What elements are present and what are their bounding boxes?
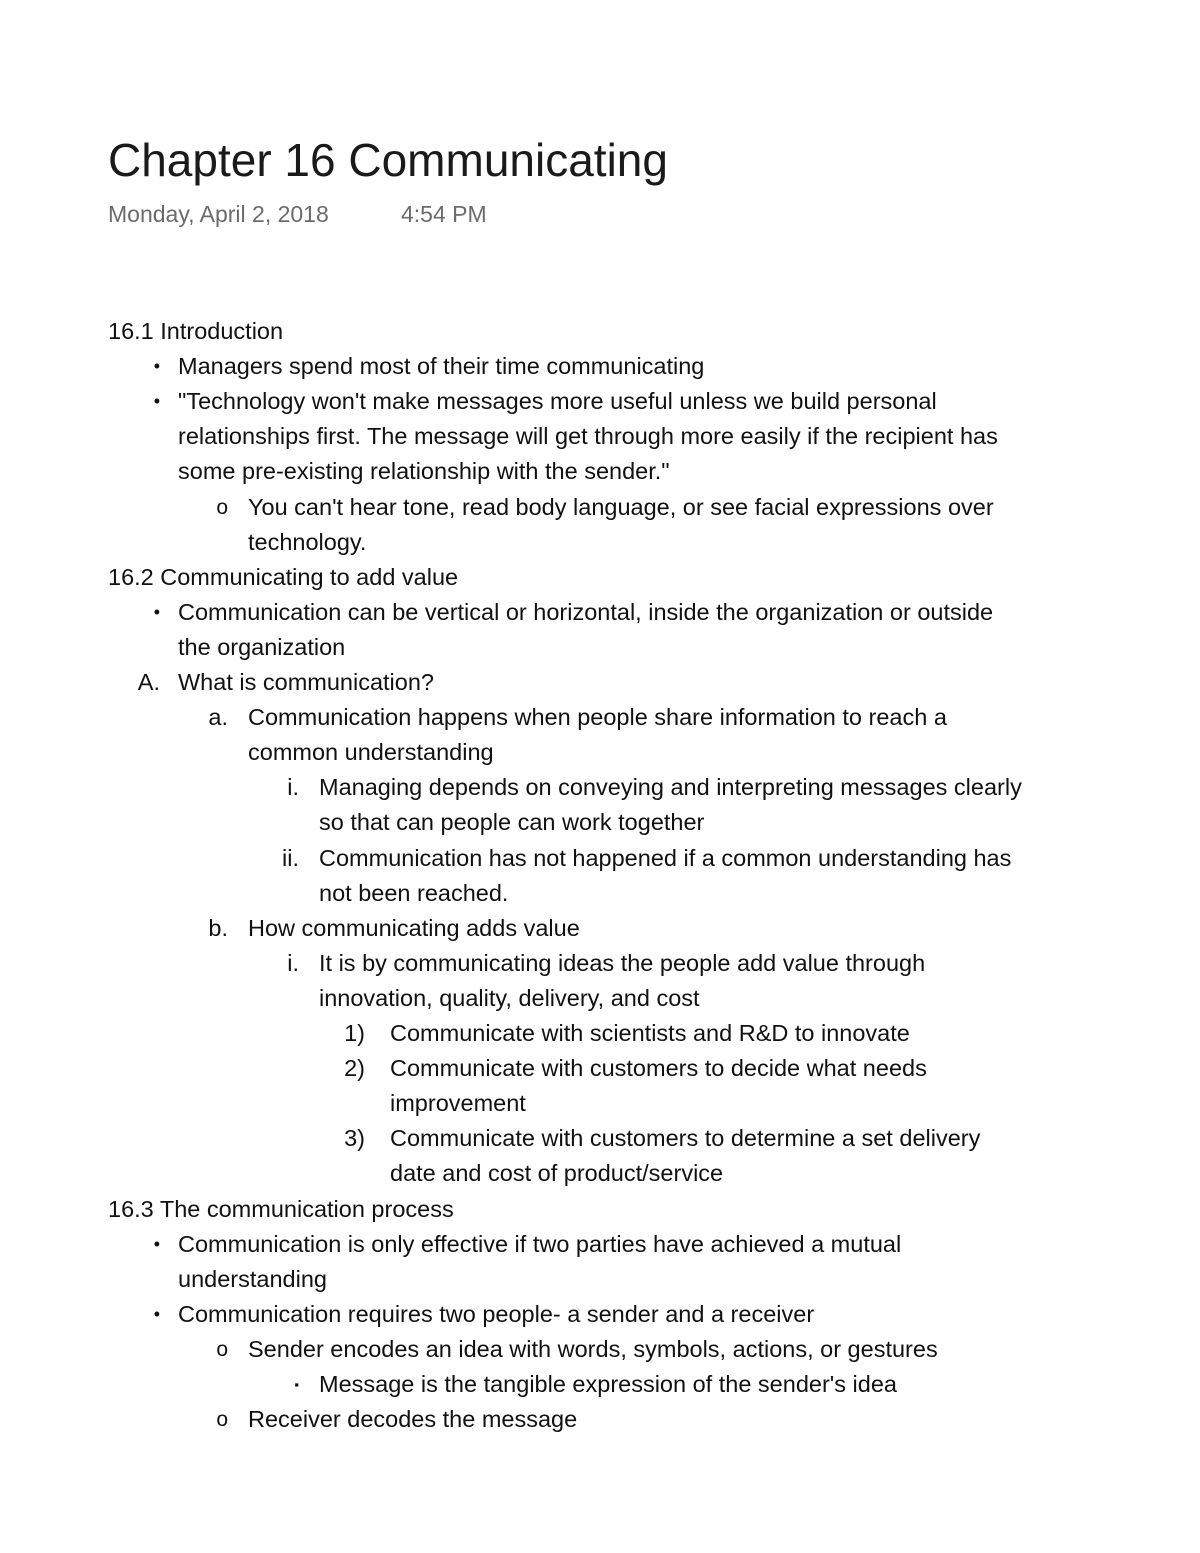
line-text: innovation, quality, delivery, and cost — [319, 984, 700, 1011]
list-marker: A. — [137, 669, 160, 695]
line-text: common understanding — [248, 739, 494, 766]
list-marker: 3) — [344, 1125, 365, 1152]
line-text: 16.3 The communication process — [108, 1195, 454, 1222]
outline-item — [0, 454, 1200, 489]
outline-item — [0, 1086, 1200, 1121]
outline-item — [0, 770, 1200, 805]
outline-item — [0, 981, 1200, 1016]
outline-item — [0, 1227, 1200, 1262]
line-text: Communication is only effective if two parties have achieved a mutual — [178, 1230, 902, 1257]
list-marker: i. — [287, 774, 299, 801]
outline-item — [0, 349, 1200, 384]
outline-item — [0, 841, 1200, 876]
list-marker: 1) — [344, 1020, 365, 1046]
list-marker: a. — [208, 704, 228, 731]
list-marker: o — [216, 1408, 228, 1432]
line-text: Communicate with customers to determine a set delivery — [390, 1125, 981, 1152]
note-time: 4:54 PM — [401, 201, 487, 227]
note-date: Monday, April 2, 2018 — [108, 201, 329, 227]
list-marker: ▪ — [294, 1377, 299, 1392]
line-text: You can't hear tone, read body language, or see facial expressions over — [248, 493, 994, 520]
line-text: Message is the tangible expression of the sender's idea — [319, 1371, 897, 1397]
outline-item — [0, 1051, 1200, 1086]
line-text: relationships first. The message will get through more easily if the recipient has — [178, 423, 998, 450]
line-text: "Technology won't make messages more useful unless we build personal — [178, 388, 937, 415]
line-text: date and cost of product/service — [390, 1160, 724, 1187]
section-heading — [0, 560, 1200, 595]
outline-item — [0, 911, 1200, 946]
line-text: 16.2 Communicating to add value — [108, 563, 459, 590]
line-text: Communication has not happened if a common understanding has — [319, 844, 1012, 871]
outline-item — [0, 1297, 1200, 1332]
page-title: Chapter 16 Communicating — [108, 134, 668, 186]
line-text: some pre-existing relationship with the sender." — [178, 458, 670, 485]
line-text: understanding — [178, 1265, 327, 1292]
section-heading — [0, 314, 1200, 349]
outline-item — [0, 1402, 1200, 1437]
line-text: Managers spend most of their time communicating — [178, 353, 705, 380]
outline-item — [0, 1332, 1200, 1367]
outline-item — [0, 665, 1200, 700]
list-marker: b. — [208, 914, 228, 941]
line-text: so that can people can work together — [319, 809, 705, 836]
line-text: It is by communicating ideas the people add value through — [319, 949, 926, 976]
outline-item — [0, 735, 1200, 770]
outline-item — [0, 805, 1200, 840]
list-marker: 2) — [344, 1055, 365, 1082]
outline-item — [0, 876, 1200, 911]
list-marker: • — [153, 391, 160, 412]
outline-item — [0, 419, 1200, 454]
line-text: improvement — [390, 1090, 526, 1117]
line-text: Communication happens when people share information to reach a — [248, 704, 947, 731]
line-text: the organization — [178, 633, 346, 660]
line-text: Communication requires two people- a sender and a receiver — [178, 1300, 815, 1327]
list-marker: o — [216, 495, 228, 519]
outline-item — [0, 700, 1200, 735]
outline-item — [0, 525, 1200, 560]
list-marker: • — [153, 1303, 160, 1324]
line-text: Communicate with scientists and R&D to innovate — [390, 1020, 910, 1046]
line-text: technology. — [248, 528, 367, 555]
list-marker: i. — [287, 949, 299, 976]
line-text: not been reached. — [319, 879, 509, 906]
line-text: Receiver decodes the message — [248, 1406, 578, 1433]
list-marker: • — [153, 356, 160, 377]
list-marker: o — [216, 1337, 228, 1361]
outline-item — [0, 1156, 1200, 1191]
list-marker: ii. — [282, 844, 299, 871]
line-text: How communicating adds value — [248, 914, 580, 941]
outline-item — [0, 1367, 1200, 1402]
outline-item — [0, 1262, 1200, 1297]
outline-item — [0, 630, 1200, 665]
line-text: Communicate with customers to decide what needs — [390, 1055, 927, 1082]
list-marker: • — [153, 1233, 160, 1254]
outline-item — [0, 1016, 1200, 1051]
line-text: 16.1 Introduction — [108, 318, 284, 344]
outline-item — [0, 946, 1200, 981]
line-text: What is communication? — [178, 669, 434, 695]
section-heading — [0, 1192, 1200, 1227]
line-text: Sender encodes an idea with words, symbols, actions, or gestures — [248, 1335, 938, 1362]
outline-item — [0, 384, 1200, 419]
outline-item — [0, 1121, 1200, 1156]
list-marker: • — [153, 601, 160, 622]
outline-item — [0, 490, 1200, 525]
outline-item — [0, 595, 1200, 630]
line-text: Communication can be vertical or horizontal, inside the organization or outside — [178, 598, 994, 625]
line-text: Managing depends on conveying and interpreting messages clearly — [319, 774, 1022, 801]
